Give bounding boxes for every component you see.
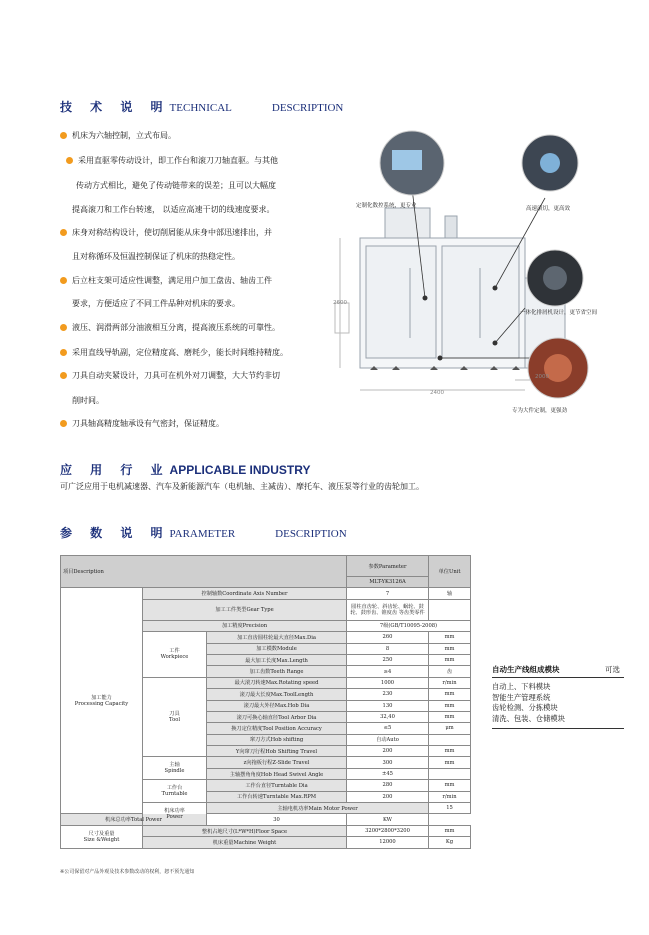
- table-row: 工作台 Turntable 工作台直径Turntable Dia 280 mm: [61, 780, 471, 791]
- table-row: 滚刀可换心轴直径Tool Arbor Dia 32,40 mm: [61, 711, 471, 722]
- table-row: Y向窜刀行程Hob Shifting Travel 200 mm: [61, 746, 471, 757]
- power-label: 机床功率 Power: [143, 803, 207, 826]
- tool-label: 刀具 Tool: [143, 677, 207, 757]
- table-row: 刀具 Tool 最大滚刀转速Max.Rotating speed 1000 r/min: [61, 677, 471, 688]
- module-divider-bottom: [492, 728, 624, 729]
- table-row: 窜刀方式Hob shifting 自动Auto: [61, 734, 471, 745]
- module-title: 自动生产线组成模块: [492, 665, 560, 674]
- technical-title-en2: DESCRIPTION: [271, 102, 344, 114]
- technical-heading: [60, 96, 343, 115]
- module-optional: 可选: [605, 665, 620, 674]
- bullet-dot-icon: [60, 372, 67, 379]
- turntable-label: 工作台 Turntable: [143, 780, 207, 803]
- bullet-2: 采用直驱零传动设计，即工作台和滚刀刀轴直驱。与其他: [66, 156, 278, 166]
- table-row: 加工能力 Processing Capacity 控制轴数Coordinate Axis Number 7 轴: [61, 588, 471, 599]
- callout-cnc: 定制化数控系统，更专业: [356, 203, 417, 209]
- table-row: 滚刀最大外径Max.Hob Dia 130 mm: [61, 700, 471, 711]
- table-row: 机床功率 Power 主轴电机功率Main Motor Power 15: [61, 803, 471, 814]
- industry-text: 可广泛应用于电机减速器、汽车及新能源汽车（电机轴、主减齿）、摩托车、液压泵等行业的齿轮加工。: [60, 482, 424, 491]
- table-row: 滚刀最大长度Max.ToolLength 230 mm: [61, 689, 471, 700]
- bullet-7: 刀具自动夹紧设计，刀具可在机外对刀调整，大大节约非切: [60, 371, 280, 381]
- table-row: 主轴 Spindle z向拖板行程Z-Slide Travel 300 mm: [61, 757, 471, 768]
- table-row: 主轴摆角角度Hob Head Swivel Angle ±45: [61, 768, 471, 779]
- table-row: 工件 Workpiece 加工直齿圆柱轮最大直径Max.Dia 260 mm: [61, 632, 471, 643]
- bullet-3: 床身对称结构设计，使切削屑能从床身中部迅速排出，并: [60, 228, 272, 238]
- bullet-2-line-3: 提高滚刀和工作台转速， 以适应高速干切的线速度要求。: [72, 205, 275, 214]
- table-row: 最大加工长度Max.Length 250 mm: [61, 654, 471, 665]
- parameter-title-en2: DESCRIPTION: [275, 528, 347, 540]
- header-model: MLT-YK3126A: [347, 577, 429, 588]
- machine-drawing: [330, 128, 592, 418]
- callout-large: 专为大件定制，更强劲: [512, 408, 568, 414]
- list-item: 智能生产管理系统: [492, 692, 551, 702]
- bullet-8: 刀具轴高精度轴承设有气密封，保证精度。: [60, 419, 224, 429]
- parameter-heading: [60, 522, 347, 541]
- bullet-4: 后立柱支架可适应性调整，满足用户加工盘齿、轴齿工件: [60, 276, 272, 286]
- cap-label: 加工能力 Processing Capacity: [61, 588, 143, 814]
- spindle-label: 主轴 Spindle: [143, 757, 207, 780]
- header-item: 项目Description: [61, 556, 347, 588]
- bullet-dot-icon: [60, 420, 67, 427]
- bullet-dot-icon: [60, 229, 67, 236]
- parameter-title-en: PARAMETER: [169, 528, 236, 540]
- machine-figure: [330, 128, 598, 418]
- bullet-dot-icon: [60, 132, 67, 139]
- size-label: 尺寸及重量 Size &Weight: [61, 825, 143, 848]
- table-row: 换刀定位精度Tool Position Accuracy ≤5 μm: [61, 723, 471, 734]
- parameter-table: [60, 555, 471, 849]
- header-unit: 单位Unit: [429, 556, 471, 588]
- technical-title-cn: 技 术 说 明: [60, 100, 170, 114]
- dim-height: 2600: [333, 300, 347, 306]
- bullet-7-line-2: 削时间。: [72, 396, 104, 405]
- bullet-dot-icon: [66, 157, 73, 164]
- footnote: ※公司保留对产品外观及技术参数改动的权利，恕不预先通知: [60, 869, 195, 875]
- work-label: 工件 Workpiece: [143, 632, 207, 678]
- bullet-dot-icon: [60, 324, 67, 331]
- module-box: [492, 664, 624, 723]
- table-row: 尺寸及重量 Size &Weight 整机占地尺寸(L*W*H)Floor Space 3200*2800*3200 mm: [61, 825, 471, 836]
- table-row: 机床重量Machine Weight 12000 Kg: [61, 837, 471, 848]
- module-divider: [492, 677, 624, 678]
- header-param: 参数Parameter: [347, 556, 429, 577]
- table-row: 加工精度Precision 7级(GB/T10095-2008): [61, 620, 471, 631]
- callout-highspeed: 高速滚切，更高效: [526, 206, 571, 212]
- bullet-5: 液压、润滑两部分油液相互分离，提高液压系统的可靠性。: [60, 323, 280, 333]
- bullet-1: 机床为六轴控制，立式布局。: [60, 131, 176, 141]
- bullet-4-line-2: 要求，方便适应了不同工件品种对机床的要求。: [72, 299, 240, 308]
- list-item: 清洗、包装、仓储模块: [492, 713, 565, 723]
- dim-width: 2400: [430, 390, 444, 396]
- module-list: [492, 682, 565, 724]
- table-row: [61, 556, 471, 577]
- bullet-dot-icon: [60, 277, 67, 284]
- bullet-3-line-2: 且对称循环及恒温控制保证了机床的热稳定性。: [72, 252, 240, 261]
- dim-depth: 2000: [535, 374, 549, 380]
- industry-title-en: APPLICABLE INDUSTRY: [169, 463, 311, 477]
- list-item: 自动上、下料模块: [492, 682, 551, 691]
- table-row: 加工模数Module 8 mm: [61, 643, 471, 654]
- industry-heading: [60, 459, 310, 478]
- technical-title-en: TECHNICAL: [169, 102, 232, 114]
- table-row: 机床总功率Total Power 30 KW: [61, 814, 471, 825]
- list-item: 齿轮检测、分拣模块: [492, 703, 558, 712]
- bullet-2-line-2: 传动方式相比，避免了传动链带来的误差；且可以大幅度: [76, 181, 276, 190]
- industry-title-cn: 应 用 行 业: [60, 463, 170, 477]
- parameter-title-cn: 参 数 说 明: [60, 526, 170, 540]
- bullet-6: 采用直线导轨副，定位精度高、磨耗少，能长时间维持精度。: [60, 348, 288, 358]
- table-row: 加工工件类型Gear Type 圆柱直齿轮、斜齿轮、蜗轮、鼓轮、鼓形齿、锥度齿 等齿类零件: [61, 599, 471, 620]
- bullet-dot-icon: [60, 349, 67, 356]
- table-row: 加工齿数Teeth Range ≥4 齿: [61, 666, 471, 677]
- callout-chip: 一体化排屑机设计，更节省空间: [520, 310, 598, 316]
- table-row: 工作台转速Turntable Max.RPM 200 r/min: [61, 791, 471, 802]
